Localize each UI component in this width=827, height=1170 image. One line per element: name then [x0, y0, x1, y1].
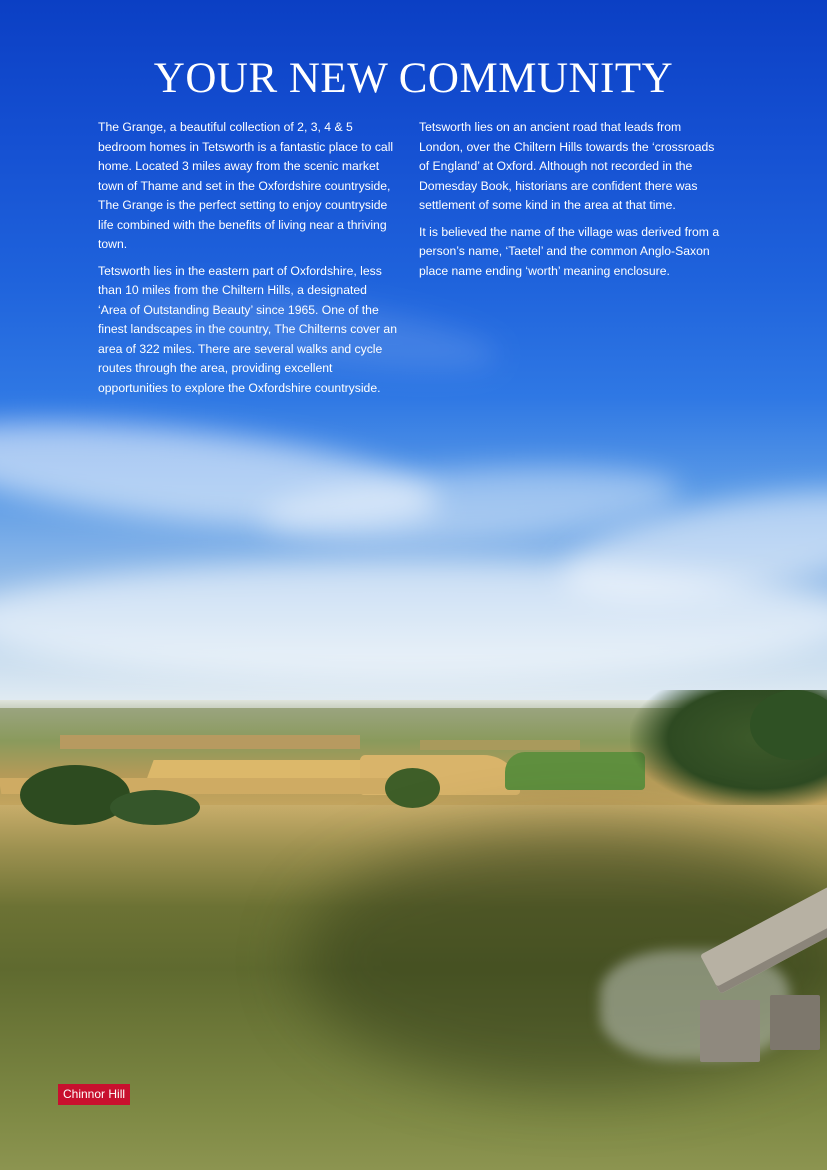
- cloud: [0, 560, 827, 680]
- bench-leg: [700, 1000, 760, 1062]
- tree: [20, 765, 130, 825]
- tree: [385, 768, 440, 808]
- right-text-column: [419, 118, 727, 288]
- page-title: YOUR NEW COMMUNITY: [153, 55, 674, 102]
- paragraph: Tetsworth lies on an ancient road that leads from London, over the Chiltern Hills towards the ‘crossroads of England’ at Oxford. Although not recorded in the Domesday Book, historians are confident there was settlement of some kind in the area at that time.: [419, 120, 715, 212]
- field: [505, 752, 645, 790]
- bench-leg: [770, 995, 820, 1050]
- left-text-column: [98, 118, 398, 405]
- paragraph: The Grange, a beautiful collection of 2, 3, 4 & 5 bedroom homes in Tetsworth is a fantastic place to call home. Located 3 miles away from the scenic market town of Thame and set in the Oxfordshire countryside, The Grange is the perfect setting to enjoy countryside life combined with the benefits of living near a thriving town.: [98, 120, 394, 251]
- paragraph: Tetsworth lies in the eastern part of Oxfordshire, less than 10 miles from the Chiltern Hills, a designated ‘Area of Outstanding Beauty’ since 1965. One of the finest landscapes in the country, The Chilterns cover an area of 322 miles. There are several walks and cycle routes through the area, providing excellent opportunities to explore the Oxfordshire countryside.: [98, 263, 397, 395]
- photo-caption: Chinnor Hill: [58, 1084, 130, 1105]
- paragraph: It is believed the name of the village was derived from a person’s name, ‘Taetel’ and the common Anglo-Saxon place name ending ‘worth’ meaning enclosure.: [419, 224, 720, 278]
- field: [420, 740, 580, 750]
- field: [146, 760, 393, 780]
- tree: [110, 790, 200, 825]
- field: [60, 735, 360, 749]
